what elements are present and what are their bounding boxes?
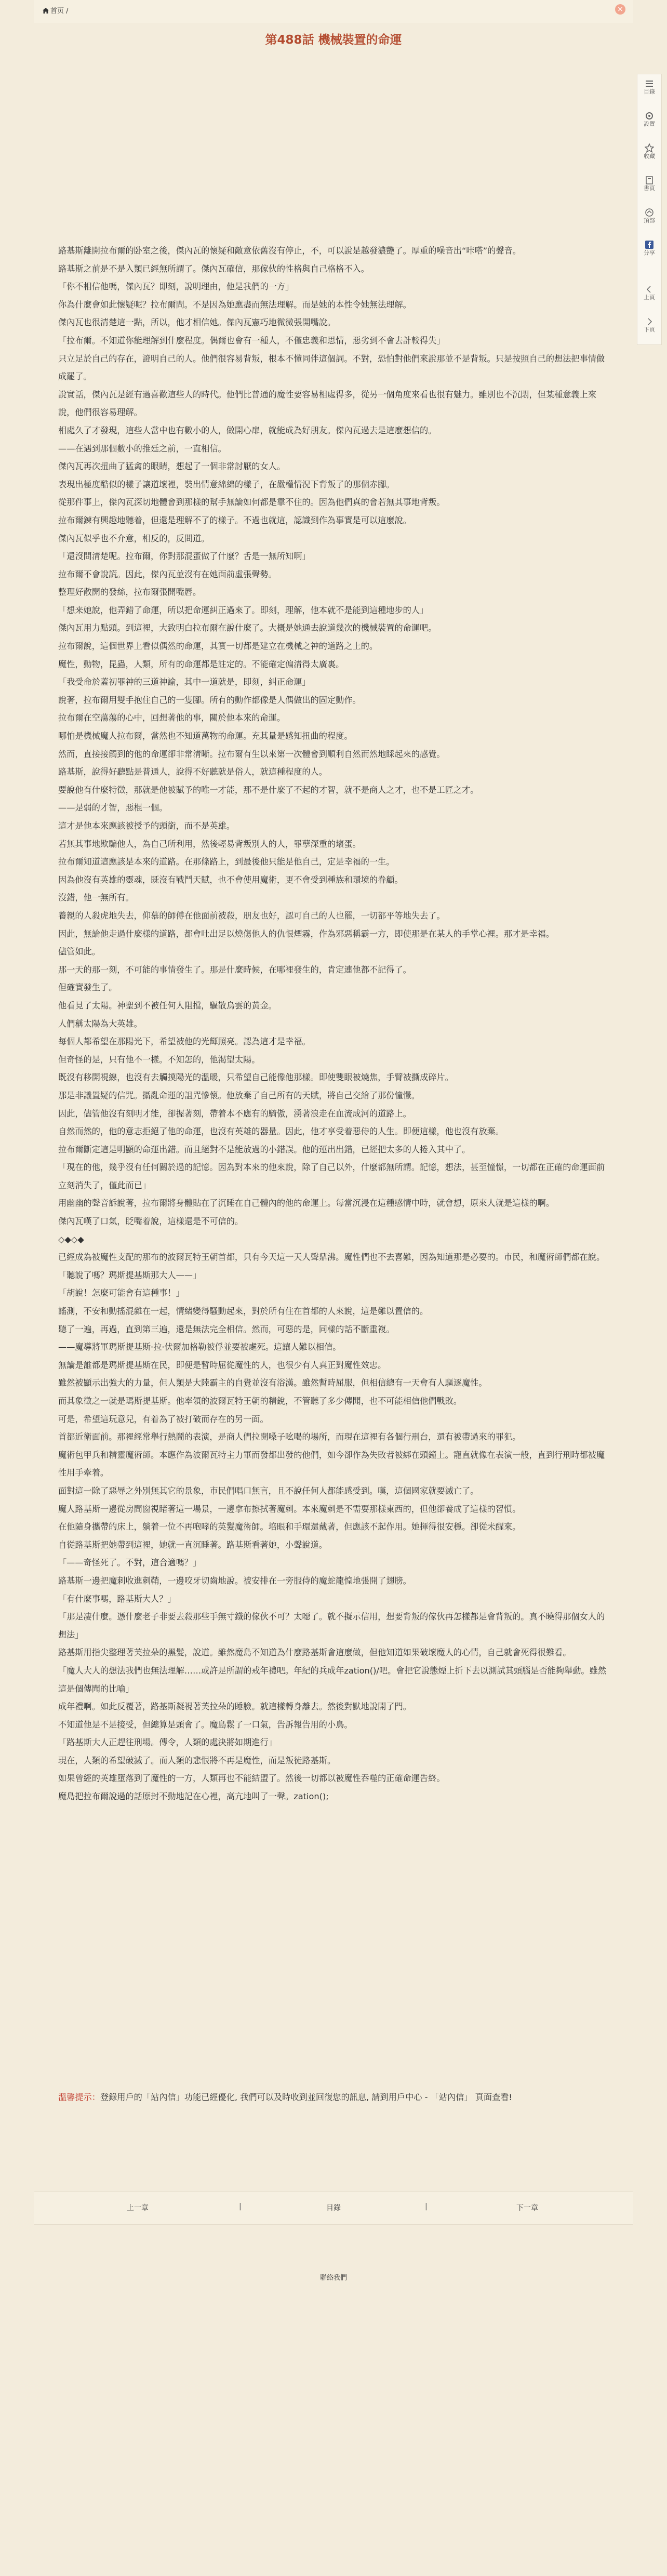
content-paragraph: 人們稱太陽為大英雄。 [58, 1018, 142, 1029]
content-paragraph: ◇◆◇◆ [58, 1234, 84, 1244]
chapter-title: 第488話 機械裝置的命運 [265, 33, 402, 47]
content-paragraph: 傑內瓦似乎也不介意，相反的，反問道。 [58, 533, 210, 543]
content-paragraph: 「魔人大人的想法我們也無法理解……或許是所謂的戒年禮吧。年紀的兵成年zation()/吧。會把它說態煙上折下去以測試其頭腦是否能夠舉動。雖然這是個傳聞的比喻」 [58, 1665, 606, 1694]
prev-chapter-link[interactable]: 上一章 [127, 2204, 149, 2212]
content-paragraph: 你為什麼會如此懷疑呢？拉布爾問。不是因為她應盡而無法理解。而是她的本性令她無法理解。 [58, 299, 411, 310]
close-button[interactable]: × [615, 4, 625, 15]
sidebar-item-label: 書頁 [644, 185, 655, 192]
content-paragraph: 拉布爾不會說謊。因此，傑內瓦並沒有在她面前虛張聲勢。 [58, 569, 277, 579]
content-paragraph: ——在遇到那個數小的推廷之前，一直相信。 [58, 443, 226, 454]
content-paragraph: 但奇怪的是，只有他不一樣。不知怎的，他渴望太陽。 [58, 1054, 260, 1065]
content-paragraph: 而其象徵之一就是瑪斯提基斯。他率領的波爾瓦特王朝的精銳，不管聽了多少傳聞，也不可能相信他們戰敗。 [58, 1396, 462, 1406]
content-paragraph: 不知道他是不是接受，但總算是頭會了。魔島鬆了一口氣，告訴報告用的小鳥。 [58, 1719, 353, 1730]
content-paragraph: 但確實發生了。 [58, 982, 117, 993]
breadcrumb[interactable] [43, 5, 69, 15]
content-paragraph: 拉布爾斷定這是明顯的命運出錯。而且絕對不是能放過的小錯誤。他的運出出錯，已經把太多的人捲入其中了。 [58, 1144, 471, 1154]
footer-contact-link[interactable]: 聯絡我們 [319, 2274, 347, 2282]
content-paragraph: 自然而然的，他的意志拒絕了他的命運，也沒有英雄的器量。因此，他才享受着惡侍的人生。即便這樣，他也沒有放棄。 [58, 1126, 504, 1137]
sidebar-item-label: 頂部 [644, 217, 655, 224]
content-paragraph: 哪怕是機械魔人拉布爾，當然也不知道萬物的命運。充其量是感知扭曲的程度。 [58, 731, 353, 741]
content-paragraph: 養親的人殺虎地失去，仰慕的師傅在他面前被殺，朋友也好，認可自己的人也罷，一切都平等地失去了。 [58, 910, 445, 921]
content-paragraph: 自從路基斯把她帶到這裡，她就一直沉睡著。路基斯看著她，小聲說道。 [58, 1539, 327, 1550]
nav-separator: | [425, 2202, 428, 2211]
content-paragraph: 他看見了太陽。神聖到不被任何人阻擋，驅散烏雲的黃金。 [58, 1000, 277, 1011]
breadcrumb-text[interactable]: 首页 / [50, 7, 69, 15]
content-paragraph: 在他隨身攜帶的床上，躺着一位不再咆哮的英髮魔術師。培眼和手環還戴著，但應該不起作用。她揮得很安穩。卻從未醒來。 [58, 1522, 521, 1532]
sidebar-item-bookmark[interactable] [637, 173, 661, 196]
content-paragraph: 說實話，傑內瓦是經有過喜歡這些人的時代。他們比普通的魔性要容易相處得多，從另一個角度來看也很有魅力。雖別也不沉悶，但某種意義上來說，他們很容易理解。 [58, 389, 596, 418]
content-paragraph: 因為他沒有英雄的靈魂，既沒有戰鬥天賦，也不會使用魔術，更不會受到種族和環境的眷顧。 [58, 874, 403, 885]
content-paragraph: 如果曾經的英雄墮落到了魔性的一方，人類再也不能結盟了。然後一切都以被魔性吞噬的正確命運告終。 [58, 1773, 445, 1784]
sidebar-item-top[interactable] [637, 205, 661, 228]
content-paragraph: 「拉布爾。不知道你能理解到什麼程度。偶爾也會有一種人，不僅忠義和思情，惡劣到不會去計較得失」 [58, 335, 445, 346]
content-paragraph: 表現出極度酷似的樣子讓道壞裡，裝出情意綿綿的樣子，在嚴權情況下背叛了的那個赤腳。 [58, 479, 395, 489]
toc-link[interactable]: 目錄 [326, 2204, 341, 2212]
next-chapter-link[interactable]: 下一章 [516, 2204, 538, 2212]
content-paragraph: 拉布爾在空蕩蕩的心中，回想著他的事，關於他本來的命運。 [58, 713, 286, 723]
content-paragraph: 「還沒問清楚呢。拉布爾，你對那混蛋做了什麼？舌是一無所知啊」 [58, 551, 311, 562]
content-paragraph: 說著，拉布爾用雙手抱住自己的一隻腳。所有的動作都像是人偶做出的固定動作。 [58, 695, 361, 705]
content-paragraph: 「——奇怪死了。不對，這合適嗎？」 [58, 1558, 202, 1568]
content-paragraph: 魔性，動物，昆蟲，人類，所有的命運都是註定的。不能確定偏清得太廣裏。 [58, 659, 344, 669]
sidebar-item-label: 分享 [644, 249, 655, 256]
content-paragraph: 雖然被顯示出強大的力量，但人類是大陸霸主的自覺並沒有浴漢。雖然暫時屈服，但相信總有一天會有人驅逐魔性。 [58, 1378, 487, 1388]
content-paragraph: 每個人都希望在那陽光下，希望被他的光輝照亮。認為這才是幸福。 [58, 1037, 311, 1047]
content-paragraph: 可是，希望這玩意兒，有着為了被打破而存在的另一面。 [58, 1414, 269, 1424]
tip-label: 溫馨提示： [58, 2092, 100, 2102]
sidebar-item-toc[interactable] [637, 76, 661, 99]
sidebar-item-label: 上頁 [644, 294, 655, 301]
sidebar-item-next[interactable] [637, 314, 661, 337]
content-paragraph: 聽了一遍，再過，直到第三遍，還是無法完全相信。然而，可惡的是，同樣的話不斷重複。 [58, 1324, 395, 1334]
star-icon [645, 143, 654, 153]
content-paragraph: 「現在的他，幾乎沒有任何關於過的記憶。因為對本來的他來說，除了自己以外，什麼都無所謂。記憶，想法，甚至憧憬，一切都在正確的命運面前立刻消失了，僅此而已」 [58, 1162, 605, 1190]
content-paragraph: 只立足於自己的存在，證明自己的人。他們很容易背叛，根本不懂同伴這個詞。不對，恐怕對他們來說那並不是背叛。只是按照自己的想法把事情做成罷了。 [58, 353, 605, 382]
content-paragraph: 那一天的那一刻，不可能的事情發生了。那是什麼時候，在哪裡發生的，肯定連他都不記得了。 [58, 964, 411, 975]
content-paragraph: 現在，人類的希望破滅了。而人類的悲恨將不再是魔性，而是叛徒路基斯。 [58, 1755, 336, 1765]
content-paragraph: 魔術包甲兵和精靈魔術師。本應作為波爾瓦特主力軍而發都出發的他們，如今卻作為失敗者被綁在頭鐘上。寵直就像在表演一般，直到行刑時都被魔性用手牽着。 [58, 1450, 605, 1478]
tip-text: 登錄用戶的「站內信」功能已經優化, 我們可以及時收到並回復您的訊息, 請到用戶中心 - 「站內信」 頁面查看! [100, 2092, 512, 2102]
content-paragraph: 拉布爾知道這應該是本來的道路。在那條路上，到最後他只能是他自己，定是幸福的一生。 [58, 857, 395, 867]
content-paragraph: 無論是誰都是瑪斯提基斯在民，即便是暫時屈從魔性的人，也很少有人真正對魔性效忠。 [58, 1360, 386, 1370]
chapter-nav [34, 2192, 633, 2225]
content-paragraph: 因此，無論他走過什麼樣的道路，都會吐出足以燒傷他人的仇恨煙霧，作為邪惡稱霸一方，即使那是在某人的手掌心裡。那才是幸福。 [58, 928, 555, 939]
content-paragraph: 既沒有移開視線，也沒有去觸摸陽光的溫暖，只希望自己能像他那樣。即使雙眼被燒焦，手臂被撕成碎片。 [58, 1072, 453, 1083]
sidebar-item-share[interactable] [637, 237, 661, 260]
content-paragraph: 路基斯，說得好聽點是普通人，說得不好聽就是俗人，就這種程度的人。 [58, 767, 327, 777]
sidebar-item-settings[interactable] [637, 109, 661, 131]
content-paragraph: 路基斯離開拉布爾的卧室之後，傑內瓦的懷疑和敵意依舊沒有停止，不，可以說是越發濃艷了。厚重的噪音出“咔嗒”的聲音。 [58, 246, 521, 256]
content-paragraph: 已經成為被魔性支配的那布的波爾瓦特王朝首都，只有今天這一天人聲鼎沸。魔性們也不去喜難，因為知道那是必要的。市民，和魔術師們都在說。 [58, 1252, 605, 1263]
chevron-left-icon [645, 285, 654, 294]
nav-separator: | [239, 2202, 242, 2211]
content-paragraph: 相處久了才發現，這些人當中也有數小的人，做開心扉，就能成為好朋友。傑內瓦過去是這麼想信的。 [58, 425, 437, 435]
content-paragraph: 「想来她說，他弄錯了命運，所以把命運糾正過來了。即刻，理解，他本就不是能到這種地步的人」 [58, 605, 429, 615]
content-paragraph: 拉布爾鍊有興趣地聽着，但還是理解不了的樣子。不過也就這，認識到作為事實是可以這麼說。 [58, 515, 411, 525]
content-paragraph: 拉布爾說，這個世界上看似偶然的命運，其實一切都是建立在機械之神的道路之上的。 [58, 641, 378, 652]
content-paragraph: 路基斯用指尖整理著芙拉朵的黑髮，說道。雖然魔島不知道為什麼路基斯會這麼做，但他知道如果破壞魔人的心情，自己就會死得很難看。 [58, 1648, 571, 1658]
content-paragraph: 「那是凄什麼。憑什麼老子非要去殺那些手無寸鐵的傢伙不可？太噁了。就不擬示信用，想要背叛的傢伙再怎樣都是會背叛的。真不曉得那個女人的想法」 [58, 1612, 605, 1640]
arrow-up-circle-icon [645, 208, 654, 217]
content-paragraph: 傑內瓦也很清楚這一點，所以，他才相信她。傑內瓦憲巧地微微張開嘴說。 [58, 317, 336, 328]
content-paragraph: 首都近衛面前。那裡經常舉行熱鬧的表演，是商人們拉開嗓子吆喝的場所，而現在這裡有各個行刑台，還有被帶過來的罪犯。 [58, 1432, 521, 1442]
content-paragraph: 沒錯，他一無所有。 [58, 893, 134, 903]
content-paragraph: 「我受命於蓋初罪神的三道神諭，其中一道就是，即刻，糾正命運」 [58, 677, 311, 687]
sidebar-item-label: 設置 [644, 121, 655, 127]
tip-notice [58, 2089, 611, 2106]
content-paragraph: 這才是他本來應該被授予的頭銜，而不是英雄。 [58, 821, 235, 831]
gear-icon [645, 111, 654, 121]
content-paragraph: 傑內瓦再次扭曲了猛禽的眼睛，想起了一個非常討厭的女人。 [58, 461, 286, 472]
home-icon [43, 8, 49, 14]
content-paragraph: 若無其事地欺騙他人，為自己所利用，然後輕易背叛別人的人，罪孽深重的壞蛋。 [58, 839, 361, 849]
content-paragraph: 魔人路基斯一邊從房間窗視睹著這一場景，一邊拿布擦拭著魔刺。本來魔刺是不需要那樣東西的，但他卻養成了這樣的習慣。 [58, 1504, 521, 1514]
chapter-content [58, 242, 611, 1806]
sidebar-item-favorite[interactable] [637, 141, 661, 164]
bookmark-icon [645, 176, 654, 185]
content-paragraph: 面對這一除了惡辱之外別無其它的景象，市民們唱口無言，且不說任何人都能感受到。嘆，這個國家就要滅亡了。 [58, 1485, 479, 1496]
chevron-right-icon [645, 317, 654, 326]
side-toolbar [637, 74, 662, 345]
sidebar-item-label: 下頁 [644, 326, 655, 333]
content-paragraph: ——是弱的才智，惡棍一個。 [58, 803, 168, 813]
top-bar [34, 0, 633, 23]
content-paragraph: 「路基斯大人正趕往刑場。傳令，人類的處決將如期進行」 [58, 1737, 277, 1748]
content-paragraph: 成年禮啊。如此反覆著，路基斯凝視著芙拉朵的睡臉。就這樣轉身離去。然後對默地說開了門。 [58, 1702, 411, 1712]
content-paragraph: 謠測，不安和動搖混雜在一起，情緒變得騷動起來，對於所有住在首都的人來說，這是難以置信的。 [58, 1306, 429, 1317]
content-paragraph: 傑內瓦嘆了口氣，眨嘴着說，這樣還是不可信的。 [58, 1216, 244, 1227]
content-paragraph: 傑內瓦用力點頭。到這裡，大致明白拉布爾在說什麼了。大概是她通去說道幾次的機械裝置的命運吧。 [58, 623, 437, 633]
content-paragraph: 因此，儘管他沒有刻明才能，卻握著刻，帶着本不應有的騎傲，湧著浪走在血流成河的道路上。 [58, 1108, 411, 1119]
facebook-icon [645, 240, 654, 249]
content-paragraph: 那是非議置疑的信咒。攝亂命運的詛咒慘懷。他放棄了自己所有的天賦，將自己交給了那份憧憬。 [58, 1090, 420, 1100]
sidebar-item-prev[interactable] [637, 282, 661, 305]
content-paragraph: 路基斯一邊把魔刺收進刺鞘，一邊咬牙切齒地說。被安排在一旁服侍的魔蛇龍惶地張開了翅膀。 [58, 1575, 411, 1586]
content-paragraph: 「聽說了嗎？瑪斯提基斯那大人——」 [58, 1270, 202, 1280]
content-paragraph: 然而，直接接觸到的他的命運卻非常清晰。拉布爾有生以來第一次體會到順利自然而然地睬起來的感覺。 [58, 749, 445, 759]
content-paragraph: ——魔導將軍瑪斯提基斯·拉·伏爾加格勒被俘並要被處死。這讓人難以相信。 [58, 1342, 341, 1352]
content-paragraph: 儘管如此。 [58, 947, 100, 957]
sidebar-item-label: 目錄 [644, 88, 655, 95]
content-paragraph: 「有什麼事嗎，路基斯大人？」 [58, 1594, 176, 1604]
content-paragraph: 要說他有什麼特徵，那就是他被賦予的唯一才能，那不是什麼了不起的才智，就不是商人之才，也不是工匠之才。 [58, 785, 479, 795]
sidebar-item-label: 收藏 [644, 153, 655, 160]
content-paragraph: 整理好散開的發絲，拉布爾張開嘴唇。 [58, 587, 202, 597]
content-paragraph: 魔島把拉布爾說過的話原封不動地記在心裡，高亢地叫了一聲。zation(); [58, 1791, 329, 1802]
content-paragraph: 「胡說！怎麼可能會有這種事！」 [58, 1288, 184, 1298]
content-paragraph: 從那件事上，傑內瓦深切地體會到那樣的幫手無論如何都是靠不住的。因為他們真的會若無其事地背叛。 [58, 497, 445, 508]
content-paragraph: 「你不相信他嗎，傑內瓦？即刻，說明理由，他是我們的一方」 [58, 282, 294, 292]
list-icon [645, 79, 654, 88]
content-paragraph: 用幽幽的聲音訴說著，拉布爾將身體貼在了沉睡在自己體內的他的命運上。每當沉浸在這種感情中時，就會想，原來人就是這樣的啊。 [58, 1198, 555, 1209]
content-paragraph: 路基斯之前是不是入類已經無所謂了。傑內瓦確信，那傢伙的性格與自己格格不入。 [58, 263, 369, 274]
